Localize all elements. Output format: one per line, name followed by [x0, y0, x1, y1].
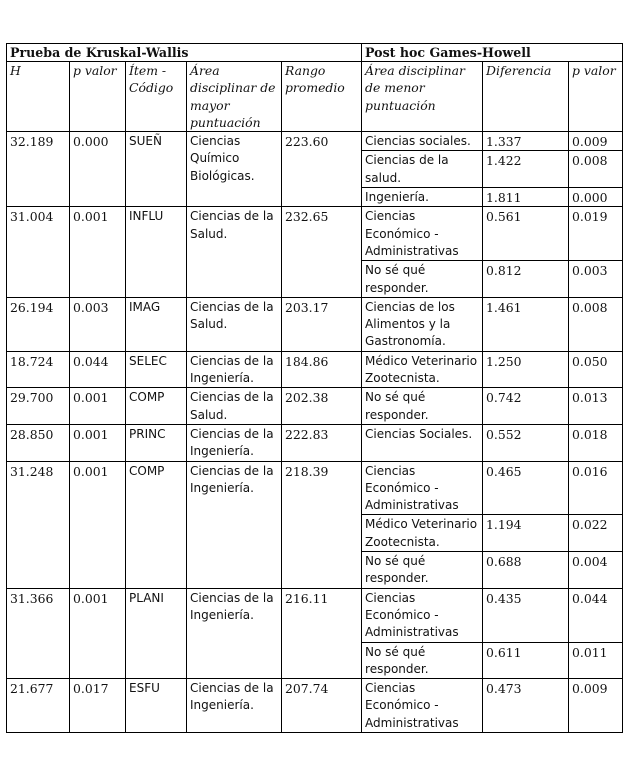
- cell-item-codigo: COMP: [126, 388, 187, 425]
- cell-area-mayor: Ciencias de la Ingeniería.: [187, 461, 282, 588]
- cell-rango-promedio: 232.65: [282, 207, 362, 297]
- cell-p-valor: 0.017: [70, 679, 126, 733]
- col-header-area-menor: Área disciplinar de menor puntuación: [362, 62, 483, 132]
- cell-area-menor: Médico Veterinario Zootecnista.: [362, 351, 483, 388]
- cell-area-mayor: Ciencias de la Salud.: [187, 388, 282, 425]
- cell-diferencia: 0.465: [483, 461, 569, 515]
- cell-rango-promedio: 216.11: [282, 588, 362, 678]
- cell-diferencia: 0.742: [483, 388, 569, 425]
- cell-rango-promedio: 184.86: [282, 351, 362, 388]
- cell-item-codigo: SELEC: [126, 351, 187, 388]
- cell-posthoc-p-valor: 0.004: [569, 552, 623, 589]
- table-row: [7, 679, 623, 733]
- cell-posthoc-p-valor: 0.000: [569, 188, 623, 207]
- col-header-posthoc-p-valor: p valor: [569, 62, 623, 132]
- cell-rango-promedio: 218.39: [282, 461, 362, 588]
- cell-posthoc-p-valor: 0.008: [569, 297, 623, 351]
- cell-h: 32.189: [7, 132, 70, 207]
- cell-h: 21.677: [7, 679, 70, 733]
- table-row: [7, 424, 623, 461]
- cell-area-mayor: Ciencias de la Ingeniería.: [187, 351, 282, 388]
- cell-posthoc-p-valor: 0.009: [569, 679, 623, 733]
- cell-p-valor: 0.001: [70, 461, 126, 588]
- cell-area-menor: Ingeniería.: [362, 188, 483, 207]
- cell-diferencia: 0.688: [483, 552, 569, 589]
- cell-posthoc-p-valor: 0.044: [569, 588, 623, 642]
- cell-posthoc-p-valor: 0.018: [569, 424, 623, 461]
- cell-rango-promedio: 223.60: [282, 132, 362, 207]
- col-header-item-codigo: Ítem - Código: [126, 62, 187, 132]
- cell-p-valor: 0.001: [70, 424, 126, 461]
- cell-area-menor: Ciencias Económico - Administrativas: [362, 679, 483, 733]
- cell-area-mayor: Ciencias de la Salud.: [187, 207, 282, 297]
- cell-item-codigo: SUEÑ: [126, 132, 187, 207]
- cell-area-mayor: Ciencias de la Salud.: [187, 297, 282, 351]
- cell-rango-promedio: 202.38: [282, 388, 362, 425]
- cell-p-valor: 0.001: [70, 207, 126, 297]
- cell-item-codigo: ESFU: [126, 679, 187, 733]
- cell-posthoc-p-valor: 0.009: [569, 132, 623, 151]
- cell-diferencia: 1.194: [483, 515, 569, 552]
- cell-area-menor: Ciencias Económico - Administrativas: [362, 461, 483, 515]
- cell-area-menor: No sé qué responder.: [362, 261, 483, 298]
- cell-h: 31.366: [7, 588, 70, 678]
- cell-h: 26.194: [7, 297, 70, 351]
- cell-h: 18.724: [7, 351, 70, 388]
- cell-diferencia: 0.473: [483, 679, 569, 733]
- cell-area-menor: No sé qué responder.: [362, 552, 483, 589]
- cell-area-mayor: Ciencias de la Ingeniería.: [187, 588, 282, 678]
- cell-h: 28.850: [7, 424, 70, 461]
- cell-area-mayor: Ciencias de la Ingeniería.: [187, 679, 282, 733]
- cell-area-menor: No sé qué responder.: [362, 642, 483, 679]
- cell-posthoc-p-valor: 0.019: [569, 207, 623, 261]
- cell-item-codigo: IMAG: [126, 297, 187, 351]
- table-row: [7, 207, 623, 261]
- table-row: [7, 351, 623, 388]
- cell-diferencia: 1.337: [483, 132, 569, 151]
- col-header-area-mayor: Área disciplinar de mayor puntuación: [187, 62, 282, 132]
- cell-h: 31.248: [7, 461, 70, 588]
- cell-area-menor: Ciencias Económico - Administrativas: [362, 588, 483, 642]
- table-row: [7, 297, 623, 351]
- cell-posthoc-p-valor: 0.022: [569, 515, 623, 552]
- cell-posthoc-p-valor: 0.008: [569, 151, 623, 188]
- results-table: [6, 43, 623, 733]
- cell-diferencia: 0.552: [483, 424, 569, 461]
- cell-diferencia: 0.435: [483, 588, 569, 642]
- cell-p-valor: 0.001: [70, 588, 126, 678]
- table-row: [7, 588, 623, 642]
- games-howell-header: Post hoc Games-Howell: [362, 44, 623, 62]
- cell-diferencia: 1.250: [483, 351, 569, 388]
- cell-posthoc-p-valor: 0.050: [569, 351, 623, 388]
- cell-area-menor: No sé qué responder.: [362, 388, 483, 425]
- cell-area-menor: Ciencias de los Alimentos y la Gastronomía.: [362, 297, 483, 351]
- col-header-p-valor: p valor: [70, 62, 126, 132]
- cell-item-codigo: PRINC: [126, 424, 187, 461]
- cell-diferencia: 1.461: [483, 297, 569, 351]
- cell-p-valor: 0.000: [70, 132, 126, 207]
- group-header-row: [7, 44, 623, 62]
- cell-area-menor: Ciencias Económico - Administrativas: [362, 207, 483, 261]
- cell-diferencia: 1.422: [483, 151, 569, 188]
- cell-posthoc-p-valor: 0.011: [569, 642, 623, 679]
- cell-p-valor: 0.001: [70, 388, 126, 425]
- cell-area-mayor: Ciencias de la Ingeniería.: [187, 424, 282, 461]
- cell-diferencia: 1.811: [483, 188, 569, 207]
- cell-diferencia: 0.561: [483, 207, 569, 261]
- cell-h: 29.700: [7, 388, 70, 425]
- cell-posthoc-p-valor: 0.003: [569, 261, 623, 298]
- cell-item-codigo: INFLU: [126, 207, 187, 297]
- cell-area-menor: Ciencias de la salud.: [362, 151, 483, 188]
- cell-item-codigo: PLANI: [126, 588, 187, 678]
- table-row: [7, 461, 623, 515]
- table-row: [7, 388, 623, 425]
- table-row: [7, 132, 623, 151]
- cell-area-mayor: Ciencias Químico Biológicas.: [187, 132, 282, 207]
- col-header-diferencia: Diferencia: [483, 62, 569, 132]
- kruskal-wallis-header: Prueba de Kruskal-Wallis: [7, 44, 362, 62]
- cell-rango-promedio: 207.74: [282, 679, 362, 733]
- cell-p-valor: 0.044: [70, 351, 126, 388]
- cell-posthoc-p-valor: 0.013: [569, 388, 623, 425]
- cell-area-menor: Ciencias sociales.: [362, 132, 483, 151]
- cell-item-codigo: COMP: [126, 461, 187, 588]
- cell-area-menor: Médico Veterinario Zootecnista.: [362, 515, 483, 552]
- cell-diferencia: 0.611: [483, 642, 569, 679]
- cell-rango-promedio: 203.17: [282, 297, 362, 351]
- cell-rango-promedio: 222.83: [282, 424, 362, 461]
- col-header-h: H: [7, 62, 70, 132]
- col-header-rango-promedio: Rango promedio: [282, 62, 362, 132]
- column-header-row: [7, 62, 623, 132]
- cell-area-menor: Ciencias Sociales.: [362, 424, 483, 461]
- results-table-container: [6, 43, 622, 733]
- cell-p-valor: 0.003: [70, 297, 126, 351]
- cell-h: 31.004: [7, 207, 70, 297]
- cell-posthoc-p-valor: 0.016: [569, 461, 623, 515]
- cell-diferencia: 0.812: [483, 261, 569, 298]
